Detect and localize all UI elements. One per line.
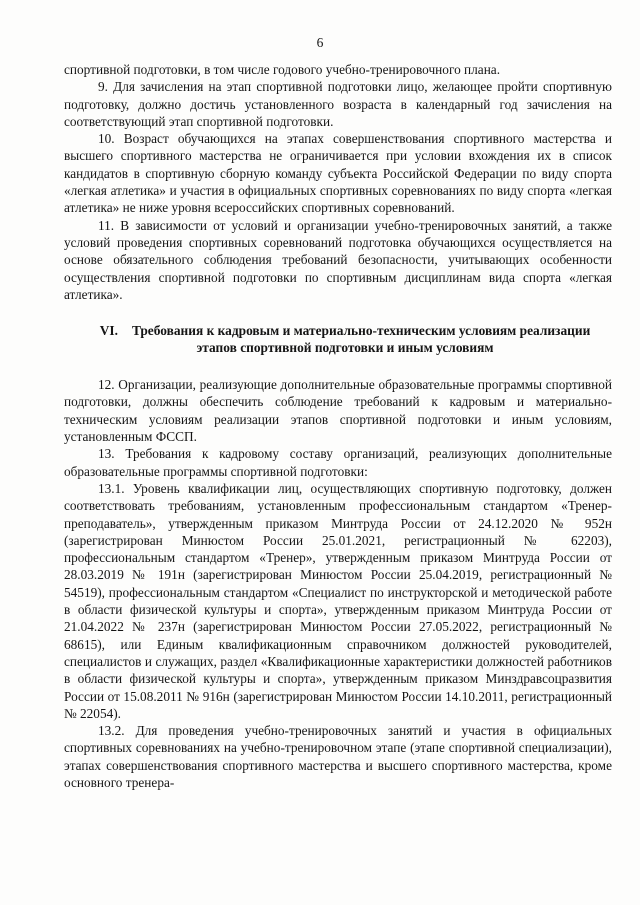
section-title: Требования к кадровым и материально-техническим условиям реализации этапов спортивной подготовки и иным условиям bbox=[131, 323, 591, 356]
paragraph-12: 12. Организации, реализующие дополнительные образовательные программы спортивной подготовки, должны обеспечить соблюдение требований к кадровым и материально-техническим условиям реализации этапов спортивной подготовки и иным условиям, установленным ФССП. bbox=[64, 377, 612, 445]
section-number: VI. bbox=[99, 323, 118, 339]
paragraph-13-2: 13.2. Для проведения учебно-тренировочных занятий и участия в официальных спортивных соревнованиях на учебно-тренировочном этапе (этапе спортивной специализации), этапах совершенствования спортивного мастерства и высшего спортивного мастерства, кроме основного тренера- bbox=[64, 723, 612, 790]
paragraph-13-1: 13.1. Уровень квалификации лиц, осуществляющих спортивную подготовку, должен соответствовать требованиям, установленным профессиональным стандартом «Тренер-преподаватель», утвержденным приказом Минтруда России от 24.12.2020 № 952н (зарегистрирован Минюстом России 25.01.2021, регистрационный № 62203), профессиональным стандартом «Тренер», утвержденным приказом Минтруда России от 28.03.2019 № 191н (зарегистрирован Минюстом России 25.04.2019, регистрационный № 54519), профессиональным стандартом «Специалист по инструкторской и методической работе в области физической культуры и спорта», утвержденным приказом Минтруда России от 21.04.2022 № 237н (зарегистрирован Минюстом России 27.05.2022, регистрационный № 68615), или Единым квалификационным справочником должностей руководителей, специалистов и служащих, раздел «Квалификационные характеристики должностей работников в области физической культуры и спорта», утвержденным приказом Минздравсоцразвития России от 15.08.2011 № 916н (зарегистрирован Минюстом России 14.10.2011, регистрационный № 22054). bbox=[64, 480, 612, 721]
paragraph-10: 10. Возраст обучающихся на этапах совершенствования спортивного мастерства и высшего спортивного мастерства не ограничивается при условии вхождения их в список кандидатов в спортивную сборную команду субъекта Российской Федерации по виду спорта «легкая атлетика» и участия в официальных спортивных соревнованиях по виду спорта «легкая атлетика» не ниже уровня всероссийских спортивных соревнований. bbox=[64, 131, 612, 216]
paragraph-9: 9. Для зачисления на этап спортивной подготовки лицо, желающее пройти спортивную подготовку, должно достичь установленного возраста в календарный год зачисления на соответствующий этап спортивной подготовки. bbox=[64, 79, 612, 129]
page-number: 6 bbox=[316, 35, 324, 50]
section-heading bbox=[64, 322, 612, 356]
document-body bbox=[64, 61, 612, 791]
paragraph-13: 13. Требования к кадровому составу организаций, реализующих дополнительные образовательные программы спортивной подготовки: bbox=[64, 446, 612, 479]
paragraph-continuation: спортивной подготовки, в том числе годового учебно-тренировочного плана. bbox=[64, 62, 501, 77]
paragraph-11: 11. В зависимости от условий и организации учебно-тренировочных занятий, а также условий проведения спортивных соревнований подготовка обучающихся осуществляется на основе обязательного соблюдения требований безопасности, учитывающих особенности осуществления спортивной подготовки по спортивным дисциплинам вида спорта «легкая атлетика». bbox=[64, 217, 612, 302]
